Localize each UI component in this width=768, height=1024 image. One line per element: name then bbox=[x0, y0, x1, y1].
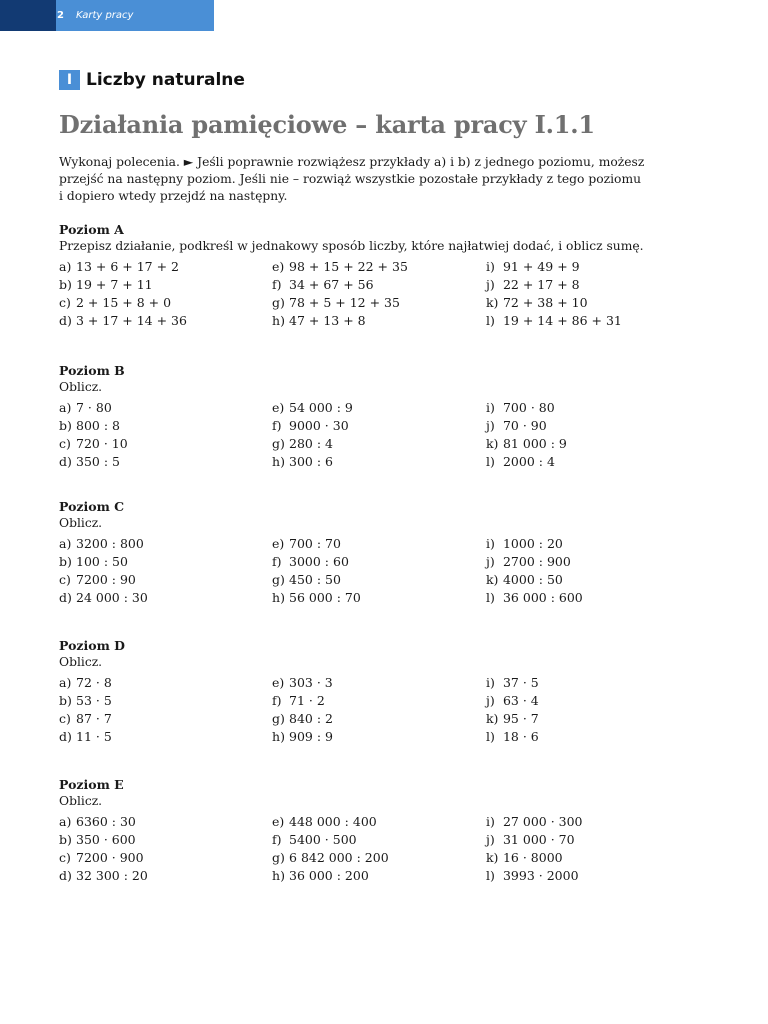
exercise-item bbox=[59, 258, 272, 276]
exercise-item bbox=[486, 674, 699, 692]
exercise-column bbox=[59, 674, 272, 746]
exercise-item bbox=[272, 571, 486, 589]
exercise-expression: 2000 : 4 bbox=[502, 454, 555, 469]
exercise-letter: j) bbox=[485, 693, 495, 708]
exercise-letter: h) bbox=[272, 313, 285, 328]
exercise-item bbox=[272, 589, 486, 607]
exercise-expression: 34 + 67 + 56 bbox=[289, 277, 374, 292]
exercise-letter: i) bbox=[485, 536, 495, 551]
exercise-expression: 47 + 13 + 8 bbox=[289, 313, 366, 328]
exercise-item bbox=[59, 728, 272, 746]
exercise-column bbox=[486, 674, 699, 746]
exercise-expression: 9000 · 30 bbox=[289, 418, 349, 433]
exercise-letter: c) bbox=[59, 436, 71, 451]
exercise-letter: j) bbox=[485, 832, 495, 847]
exercise-item bbox=[486, 831, 699, 849]
exercise-expression: 72 · 8 bbox=[76, 675, 112, 690]
level-title: Poziom A bbox=[59, 222, 124, 237]
exercise-item bbox=[272, 276, 486, 294]
exercise-expression: 71 · 2 bbox=[289, 693, 325, 708]
exercise-expression: 19 + 14 + 86 + 31 bbox=[502, 313, 622, 328]
level-a bbox=[59, 222, 699, 330]
level-title: Poziom E bbox=[59, 777, 124, 792]
exercise-expression: 36 000 : 200 bbox=[289, 868, 369, 883]
exercise-item bbox=[59, 813, 272, 831]
exercise-item bbox=[272, 258, 486, 276]
exercise-item bbox=[486, 571, 699, 589]
exercise-expression: 56 000 : 70 bbox=[289, 590, 361, 605]
exercise-expression: 13 + 6 + 17 + 2 bbox=[76, 259, 179, 274]
exercise-letter: b) bbox=[59, 418, 72, 433]
exercise-letter: i) bbox=[485, 400, 495, 415]
exercise-expression: 350 : 5 bbox=[76, 454, 120, 469]
exercise-expression: 5400 · 500 bbox=[289, 832, 357, 847]
level-instruction: Oblicz. bbox=[59, 655, 103, 669]
exercise-item bbox=[59, 692, 272, 710]
exercise-column bbox=[59, 399, 272, 471]
exercise-expression: 91 + 49 + 9 bbox=[502, 259, 580, 274]
exercise-expression: 800 : 8 bbox=[76, 418, 120, 433]
header-dark-block bbox=[0, 0, 56, 31]
exercise-grid bbox=[59, 399, 699, 471]
exercise-expression: 448 000 : 400 bbox=[289, 814, 377, 829]
exercise-letter: g) bbox=[272, 295, 285, 310]
exercise-expression: 3993 · 2000 bbox=[502, 868, 579, 883]
exercise-letter: h) bbox=[272, 590, 285, 605]
exercise-letter: f) bbox=[272, 693, 282, 708]
exercise-expression: 63 · 4 bbox=[502, 693, 539, 708]
exercise-item bbox=[59, 435, 272, 453]
exercise-letter: k) bbox=[485, 436, 499, 451]
exercise-expression: 6360 : 30 bbox=[76, 814, 136, 829]
exercise-letter: l) bbox=[485, 590, 495, 605]
exercise-expression: 98 + 15 + 22 + 35 bbox=[289, 259, 408, 274]
exercise-item bbox=[486, 813, 699, 831]
level-instruction: Oblicz. bbox=[59, 380, 103, 394]
exercise-expression: 1000 : 20 bbox=[502, 536, 563, 551]
exercise-letter: l) bbox=[485, 454, 495, 469]
exercise-item bbox=[272, 831, 486, 849]
exercise-letter: i) bbox=[485, 259, 495, 274]
exercise-column bbox=[486, 258, 699, 330]
intro-line: i dopiero wtedy przejdź na następny. bbox=[59, 189, 288, 203]
exercise-expression: 6 842 000 : 200 bbox=[289, 850, 389, 865]
exercise-item bbox=[486, 728, 699, 746]
level-e bbox=[59, 777, 699, 885]
exercise-letter: k) bbox=[485, 572, 499, 587]
exercise-item bbox=[59, 589, 272, 607]
exercise-expression: 18 · 6 bbox=[502, 729, 539, 744]
exercise-item bbox=[59, 399, 272, 417]
exercise-letter: c) bbox=[59, 295, 71, 310]
exercise-grid bbox=[59, 813, 699, 885]
exercise-letter: e) bbox=[272, 675, 285, 690]
exercise-letter: h) bbox=[272, 454, 285, 469]
exercise-expression: 720 · 10 bbox=[76, 436, 128, 451]
exercise-grid bbox=[59, 258, 699, 330]
level-instruction: Przepisz działanie, podkreśl w jednakowy sposób liczby, które najłatwiej dodać, i oblicz sumę. bbox=[59, 239, 644, 253]
exercise-column bbox=[272, 813, 486, 885]
exercise-expression: 24 000 : 30 bbox=[76, 590, 148, 605]
exercise-letter: c) bbox=[59, 572, 71, 587]
exercise-letter: c) bbox=[59, 850, 71, 865]
exercise-letter: l) bbox=[485, 313, 495, 328]
exercise-letter: a) bbox=[59, 536, 72, 551]
exercise-item bbox=[59, 831, 272, 849]
exercise-expression: 95 · 7 bbox=[502, 711, 539, 726]
exercise-letter: k) bbox=[485, 711, 499, 726]
exercise-letter: l) bbox=[485, 868, 495, 883]
exercise-expression: 72 + 38 + 10 bbox=[502, 295, 588, 310]
exercise-letter: b) bbox=[59, 554, 72, 569]
exercise-item bbox=[59, 674, 272, 692]
exercise-letter: d) bbox=[59, 868, 72, 883]
exercise-letter: g) bbox=[272, 850, 285, 865]
exercise-column bbox=[272, 258, 486, 330]
exercise-item bbox=[486, 294, 699, 312]
exercise-item bbox=[486, 849, 699, 867]
exercise-item bbox=[272, 435, 486, 453]
exercise-expression: 350 · 600 bbox=[76, 832, 136, 847]
exercise-letter: h) bbox=[272, 868, 285, 883]
exercise-letter: e) bbox=[272, 814, 285, 829]
exercise-expression: 70 · 90 bbox=[502, 418, 547, 433]
exercise-expression: 78 + 5 + 12 + 35 bbox=[289, 295, 400, 310]
page-title: Działania pamięciowe – karta pracy I.1.1 bbox=[59, 110, 595, 139]
chapter-title: Liczby naturalne bbox=[86, 70, 245, 90]
exercise-item bbox=[272, 728, 486, 746]
exercise-letter: a) bbox=[59, 259, 72, 274]
exercise-item bbox=[59, 710, 272, 728]
exercise-column bbox=[486, 399, 699, 471]
exercise-item bbox=[486, 710, 699, 728]
exercise-letter: g) bbox=[272, 572, 285, 587]
exercise-expression: 37 · 5 bbox=[502, 675, 539, 690]
exercise-expression: 87 · 7 bbox=[76, 711, 112, 726]
exercise-column bbox=[59, 535, 272, 607]
exercise-expression: 3200 : 800 bbox=[76, 536, 144, 551]
exercise-letter: d) bbox=[59, 729, 72, 744]
exercise-letter: a) bbox=[59, 675, 72, 690]
exercise-expression: 81 000 : 9 bbox=[502, 436, 567, 451]
exercise-item bbox=[272, 453, 486, 471]
exercise-letter: b) bbox=[59, 832, 72, 847]
exercise-column bbox=[486, 813, 699, 885]
exercise-item bbox=[486, 312, 699, 330]
level-title: Poziom D bbox=[59, 638, 126, 653]
chapter-heading bbox=[59, 70, 245, 90]
exercise-item bbox=[486, 589, 699, 607]
exercise-item bbox=[272, 813, 486, 831]
exercise-item bbox=[59, 312, 272, 330]
exercise-grid bbox=[59, 535, 699, 607]
exercise-expression: 3 + 17 + 14 + 36 bbox=[76, 313, 187, 328]
exercise-letter: f) bbox=[272, 832, 282, 847]
exercise-item bbox=[272, 535, 486, 553]
exercise-letter: g) bbox=[272, 436, 285, 451]
exercise-letter: d) bbox=[59, 454, 72, 469]
exercise-item bbox=[59, 553, 272, 571]
level-b bbox=[59, 363, 699, 471]
exercise-letter: f) bbox=[272, 277, 282, 292]
intro-line: przejść na następny poziom. Jeśli nie – rozwiąż wszystkie pozostałe przykłady z tego poziomu bbox=[59, 172, 642, 186]
exercise-item bbox=[486, 435, 699, 453]
exercise-item bbox=[59, 849, 272, 867]
exercise-column bbox=[486, 535, 699, 607]
intro-text bbox=[59, 154, 687, 205]
level-instruction: Oblicz. bbox=[59, 794, 103, 808]
exercise-expression: 53 · 5 bbox=[76, 693, 112, 708]
level-instruction: Oblicz. bbox=[59, 516, 103, 530]
exercise-item bbox=[272, 849, 486, 867]
exercise-expression: 27 000 · 300 bbox=[502, 814, 583, 829]
exercise-item bbox=[59, 417, 272, 435]
exercise-item bbox=[59, 535, 272, 553]
exercise-item bbox=[59, 571, 272, 589]
exercise-expression: 300 : 6 bbox=[289, 454, 333, 469]
level-d bbox=[59, 638, 699, 746]
exercise-item bbox=[272, 399, 486, 417]
exercise-letter: a) bbox=[59, 400, 72, 415]
exercise-item bbox=[272, 312, 486, 330]
exercise-expression: 11 · 5 bbox=[76, 729, 112, 744]
level-c bbox=[59, 499, 699, 607]
exercise-column bbox=[59, 813, 272, 885]
exercise-letter: d) bbox=[59, 590, 72, 605]
exercise-grid bbox=[59, 674, 699, 746]
page-number: 2 bbox=[57, 10, 64, 21]
exercise-item bbox=[272, 553, 486, 571]
exercise-letter: e) bbox=[272, 536, 285, 551]
exercise-expression: 100 : 50 bbox=[76, 554, 128, 569]
exercise-column bbox=[272, 399, 486, 471]
header-bar bbox=[0, 0, 214, 31]
exercise-expression: 4000 : 50 bbox=[502, 572, 563, 587]
exercise-letter: l) bbox=[485, 729, 495, 744]
exercise-letter: e) bbox=[272, 400, 285, 415]
exercise-expression: 54 000 : 9 bbox=[289, 400, 353, 415]
exercise-expression: 7 · 80 bbox=[76, 400, 112, 415]
exercise-item bbox=[59, 276, 272, 294]
exercise-expression: 2 + 15 + 8 + 0 bbox=[76, 295, 172, 310]
exercise-item bbox=[59, 867, 272, 885]
exercise-letter: e) bbox=[272, 259, 285, 274]
exercise-letter: f) bbox=[272, 554, 282, 569]
exercise-item bbox=[486, 276, 699, 294]
exercise-expression: 450 : 50 bbox=[289, 572, 341, 587]
exercise-item bbox=[59, 294, 272, 312]
exercise-expression: 7200 : 90 bbox=[76, 572, 136, 587]
exercise-expression: 19 + 7 + 11 bbox=[76, 277, 153, 292]
exercise-letter: j) bbox=[485, 554, 495, 569]
exercise-column bbox=[272, 674, 486, 746]
exercise-letter: k) bbox=[485, 295, 499, 310]
exercise-item bbox=[486, 692, 699, 710]
exercise-expression: 2700 : 900 bbox=[502, 554, 571, 569]
exercise-item bbox=[486, 453, 699, 471]
exercise-item bbox=[272, 692, 486, 710]
exercise-expression: 31 000 · 70 bbox=[502, 832, 575, 847]
exercise-column bbox=[272, 535, 486, 607]
exercise-letter: b) bbox=[59, 693, 72, 708]
exercise-item bbox=[486, 417, 699, 435]
exercise-expression: 32 300 : 20 bbox=[76, 868, 148, 883]
exercise-expression: 909 : 9 bbox=[289, 729, 333, 744]
exercise-item bbox=[272, 417, 486, 435]
section-label: Karty pracy bbox=[76, 10, 134, 21]
exercise-letter: h) bbox=[272, 729, 285, 744]
exercise-item bbox=[272, 710, 486, 728]
exercise-expression: 280 : 4 bbox=[289, 436, 333, 451]
exercise-expression: 700 : 70 bbox=[289, 536, 341, 551]
exercise-expression: 16 · 8000 bbox=[502, 850, 563, 865]
exercise-expression: 7200 · 900 bbox=[76, 850, 144, 865]
exercise-expression: 3000 : 60 bbox=[289, 554, 349, 569]
exercise-letter: d) bbox=[59, 313, 72, 328]
exercise-item bbox=[486, 399, 699, 417]
exercise-column bbox=[59, 258, 272, 330]
exercise-letter: i) bbox=[485, 675, 495, 690]
exercise-item bbox=[59, 453, 272, 471]
exercise-letter: b) bbox=[59, 277, 72, 292]
exercise-letter: a) bbox=[59, 814, 72, 829]
exercise-letter: j) bbox=[485, 277, 495, 292]
exercise-expression: 36 000 : 600 bbox=[502, 590, 583, 605]
exercise-item bbox=[486, 867, 699, 885]
exercise-item bbox=[486, 553, 699, 571]
exercise-letter: c) bbox=[59, 711, 71, 726]
intro-line: Wykonaj polecenia. ► Jeśli poprawnie rozwiążesz przykłady a) i b) z jednego poziomu, możesz bbox=[59, 155, 645, 169]
exercise-expression: 700 · 80 bbox=[502, 400, 555, 415]
exercise-letter: j) bbox=[485, 418, 495, 433]
chapter-number-badge: I bbox=[59, 70, 80, 90]
exercise-letter: k) bbox=[485, 850, 499, 865]
exercise-item bbox=[272, 867, 486, 885]
exercise-expression: 840 : 2 bbox=[289, 711, 333, 726]
exercise-item bbox=[272, 294, 486, 312]
exercise-letter: i) bbox=[485, 814, 495, 829]
exercise-letter: f) bbox=[272, 418, 282, 433]
exercise-letter: g) bbox=[272, 711, 285, 726]
exercise-item bbox=[272, 674, 486, 692]
level-title: Poziom B bbox=[59, 363, 125, 378]
level-title: Poziom C bbox=[59, 499, 125, 514]
exercise-item bbox=[486, 258, 699, 276]
exercise-expression: 22 + 17 + 8 bbox=[502, 277, 580, 292]
exercise-item bbox=[486, 535, 699, 553]
exercise-expression: 303 · 3 bbox=[289, 675, 333, 690]
